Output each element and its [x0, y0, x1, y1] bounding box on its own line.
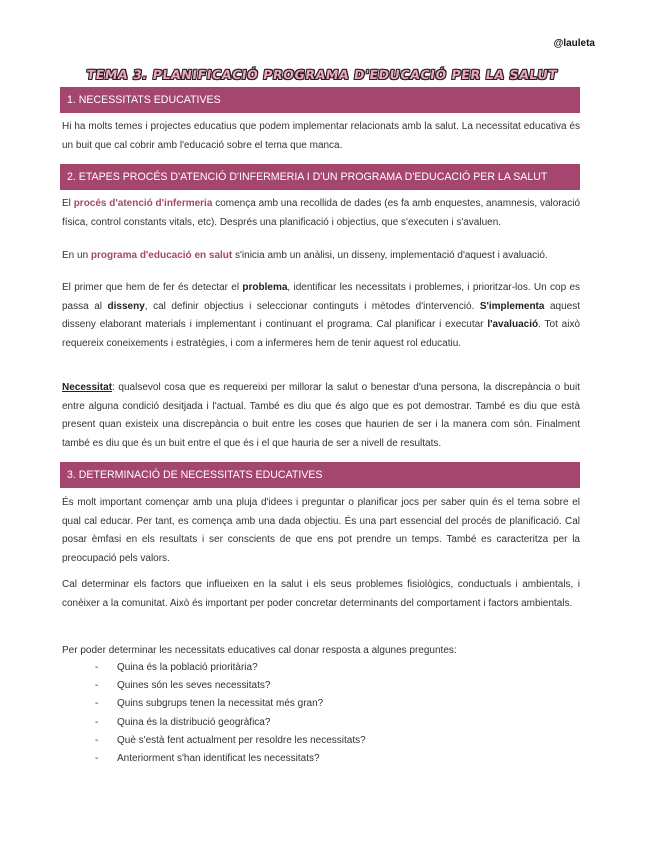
- s1-paragraph-1: Hi ha molts temes i projectes educatius que podem implementar relacionats amb la salut. La necessitat educativa és un buit que cal cobrir amb l'educació sobre el tema que manca.: [62, 121, 580, 151]
- term-disseny: disseny: [107, 300, 145, 312]
- questions-list: [95, 659, 366, 768]
- author-handle: @lauleta: [553, 38, 595, 49]
- list-item: - Anteriorment s'han identificat les necessitats?: [95, 750, 366, 768]
- dash-marker: -: [95, 698, 99, 710]
- list-item: - Quines són les seves necessitats?: [95, 677, 366, 695]
- dash-marker: -: [95, 662, 99, 673]
- dash-marker: -: [95, 680, 99, 692]
- highlight-term-pai: procés d'atenció d'infermeria: [73, 198, 213, 209]
- s2-paragraph-2: En un programa d'educació en salut s'inicia amb un anàlisi, un disseny, implementació d'aquest i avaluació.: [62, 250, 548, 261]
- section-heading-1: 1. NECESSITATS EDUCATIVES: [60, 87, 580, 113]
- dash-marker: -: [95, 753, 99, 765]
- highlight-term-programa: programa d'educació en salut: [90, 250, 233, 261]
- s3-paragraph-3: Per poder determinar les necessitats educatives cal donar resposta a algunes preguntes:: [62, 645, 457, 656]
- s2-paragraph-1: El procés d'atenció d'infermeria comença amb una recollida de dades (es fa amb enquestes, anamnesis, valoració física, control constants vitals, etc). Després una planificació i objectius, que s'executen i s'avaluen.: [62, 198, 581, 228]
- document-title: TEMA 3. PLANIFICACIÓ PROGRAMA D'EDUCACIÓ PER LA SALUT: [85, 67, 559, 82]
- dash-marker: -: [95, 734, 99, 746]
- s2-paragraph-definition: Necessitat: qualsevol cosa que es requereixi per millorar la salut o benestar d'una persona, la discrepància o buit entre alguna condició desitjada i l'actual. També es diu que és algo que es pot demostrar. També es diu que està present quan existeix una discrepància o buit entre les coses que haurien de ser i la manera com són. Finalment també es diu que és un buit entre el que és i el que hauria de ser a nivell de resultats.: [62, 382, 580, 449]
- dash-marker: -: [95, 716, 99, 728]
- s2-paragraph-3: El primer que hem de fer és detectar el problema, identificar les necessitats i problemes, i prioritzar-los. Un cop es passa al disseny, cal definir objectius i seleccionar continguts i mètodes d'intervenció. S'implementa aquest disseny elaborant materials i implementant i continuant el programa. Cal planificar i executar l'avaluació. Tot això requereix coneixements i estratègies, i com a infermeres hem de tenir aquest rol educatiu.: [62, 282, 581, 349]
- s3-paragraph-1: És molt important començar amb una pluja d'idees i preguntar o planificar jocs per saber quin és el tema sobre el qual cal educar. Per tant, es comença amb una dada objectiu. És una part essencial del procés de planificació. Cal posar èmfasi en els resultats i ser conscients de que ens pot prendre un temps. També es caracteritza per la preocupació pels valors.: [62, 497, 580, 564]
- list-item: - Quins subgrups tenen la necessitat més gran?: [95, 695, 366, 713]
- term-problema: problema: [242, 282, 288, 293]
- list-item: - Quina és la població prioritària?: [95, 659, 366, 677]
- list-item: - Què s'està fent actualment per resoldre les necessitats?: [95, 732, 366, 750]
- section-heading-3: 3. DETERMINACIÓ DE NECESSITATS EDUCATIVES: [60, 462, 580, 488]
- list-item: - Quina és la distribució geogràfica?: [95, 714, 366, 732]
- s3-paragraph-2: Cal determinar els factors que influeixen en la salut i els seus problemes fisiològics, conductuals i ambientals, i conèixer a la comunitat. Això és important per poder concretar determinants del comportament i factors ambientals.: [62, 579, 580, 609]
- section-heading-2: 2. ETAPES PROCÉS D'ATENCIÓ D'INFERMERIA I D'UN PROGRAMA D'EDUCACIÓ PER LA SALUT: [60, 164, 580, 190]
- term-implementa: S'implementa: [479, 300, 545, 312]
- term-necessitat: Necessitat: [62, 382, 113, 393]
- term-avaluacio: l'avaluació: [487, 319, 539, 330]
